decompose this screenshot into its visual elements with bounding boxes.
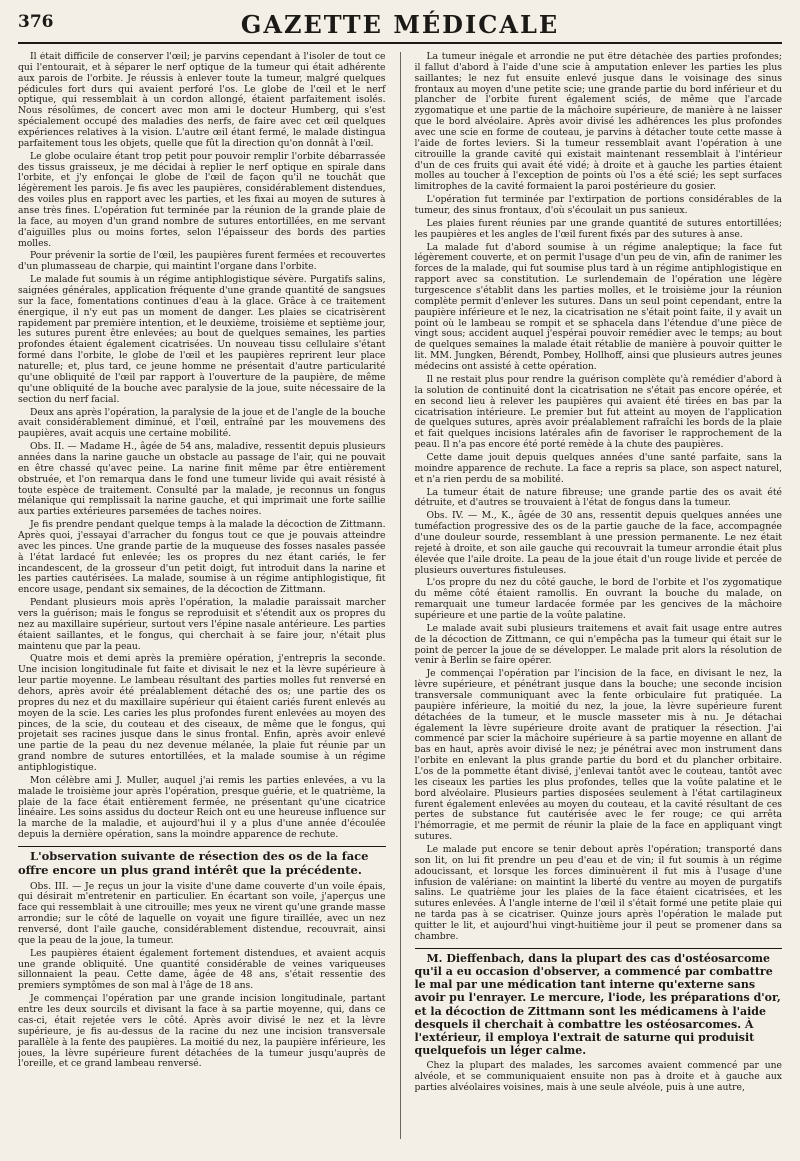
section-heading: L'observation suivante de résection des os de la face offre encore un plus grand intérêt que la précédente. (18, 846, 386, 878)
paragraph: La tumeur était de nature fibreuse; une grande partie des os avait été détruite, et d'autres se trouvaient à l'état de fongus dans la tumeur. (414, 486, 782, 509)
paragraph: Il ne restait plus pour rendre la guérison complète qu'à remédier d'abord à la solution de continuité dont la cicatrisation ne s'était pas encore opérée, et en second lieu à relever les paupières qui avaient été tirées en bas par la cicatrisation intérieure. Le premier but fut atteint au moyen de l'application de quelques sutures, après avoir préalablement rafraîchi les bords de la plaie et fait quelques incisions latérales afin de favoriser le rapprochement de la peau. Il n'a pas encore été porté remède à la chute des paupières. (414, 373, 782, 451)
paragraph: Pour prévenir la sortie de l'œil, les paupières furent fermées et recouvertes d'un plumasseau de charpie, qui maintint l'organe dans l'orbite. (18, 250, 386, 273)
paragraph: Obs. II. — Madame H., âgée de 54 ans, maladive, ressentit depuis plusieurs années dans la narine gauche un obstacle au passage de l'air, qui ne pouvait en être chassé qu'avec peine. La narine finit même par être entièrement obstruée, et l'on remarqua dans le fond une tumeur livide qui avait résisté à toute espèce de traitement. Consulté par la malade, je reconnus un fongus mélanique qui remplissait la narine gauche, et qui imprimait une forte saillie aux parties extérieures parsemées de taches noires. (18, 441, 386, 518)
paragraph: Je commençai l'opération par l'incision de la face, en divisant le nez, la lèvre supérieure, et pénétrant jusque dans la bouche; une seconde incision transversale communiquant avec la fente orbiculaire fut pratiquée. La paupière inférieure, la moitié du nez, la joue, la lèvre supérieure furent détachées de la tumeur, et le muscle masseter mis à nu. Je détachai également la lèvre supérieure droite avant de pratiquer la résection. J'ai commencé par scier la mâchoire supérieure à sa partie moyenne en allant de bas en haut, après avoir divisé le nez; je pénétrai avec mon instrument dans l'orbite en enlevant la plus grande partie du bord et du plancher orbitaire. L'os de la pommette étant divisé, j'enlevai tantôt avec le couteau, tantôt avec les ciseaux les parties les plus profondes, telles que la voûte palatine et le bord alvéolaire. Plusieurs parties disposées seulement à l'état cartilagineux furent également enlevées au moyen du couteau, et la cavité résultant de ces pertes de substance fut cautérisée avec le fer rouge; ce qui arrêta l'hémorragie, et me permit de réunir la plaie de la face en appliquant vingt sutures. (414, 668, 782, 843)
journal-title: GAZETTE MÉDICALE (240, 10, 560, 39)
paragraph: Mon célèbre ami J. Muller, auquel j'ai remis les parties enlevées, a vu la malade le troisième jour après l'opération, presque guérie, et le quatrième, la plaie de la face était entièrement fermée, ne présentant qu'une cicatrice linéaire. Les soins assidus du docteur Reich ont eu une heureuse influence sur la marche de la maladie, et aujourd'hui il y a plus d'une année d'écoulée depuis la dernière opération, sans la moindre apparence de rechute. (18, 774, 386, 841)
paragraph: Je commençai l'opération par une grande incision longitudinale, partant entre les deux sourcils et divisant la face à sa partie moyenne, qui, dans ce cas-ci, était rejetée vers le côté. Après avoir divisé le nez et la lèvre supérieure, je fis au-dessus de la racine du nez une incision transversale parallèle à la fente des paupières. La moitié du nez, la paupière inférieure, les joues, la lèvre supérieure furent détachées de la tumeur jusqu'auprès de l'oreille, et ce grand lambeau renversé. (18, 993, 386, 1070)
paragraph: La malade fut d'abord soumise à un régime analeptique; la face fut légèrement couverte, et on permit l'usage d'un peu de vin, afin de ranimer les forces de la malade, qui fut soumise plus tard à un régime antiphlogistique en rapport avec sa constitution. Le surlendemain de l'opération une légère turgescence s'établit dans les parties molles, et le troisième jour la réunion complète permit d'enlever les sutures. Dans un seul point cependant, entre la paupière inférieure et le nez, la cicatrisation ne s'était point faite, il y avait un point où le lambeau se rompit et se sphacela dans l'étendue d'une pièce de vingt sous; accident auquel j'espérai pouvoir remédier avec le temps; au bout de quelques semaines la malade était rétablie de manière à pouvoir quitter le lit. MM. Jungken, Bérendt, Pombey, Hollhoff, ainsi que plusieurs autres jeunes médecins ont assisté à cette opération. (414, 241, 782, 373)
paragraph: Je fis prendre pendant quelque temps à la malade la décoction de Zittmann. Après quoi, j'essayai d'arracher du fongus tout ce que je pouvais atteindre avec les pinces. Une grande partie de la muqueuse des fosses nasales passée à l'état lardacé fut enlevée; les os propres du nez étant cariés, le fer incandescent, de la grosseur d'un petit doigt, fut introduit dans la narine et les parties cautérisées. La malade, soumise à un régime antiphlogistique, fit encore usage, pendant six semaines, de la décoction de Zittmann. (18, 519, 386, 596)
paragraph: La tumeur inégale et arrondie ne put être détachée des parties profondes; il fallut d'abord à l'aide d'une scie à amputation enlever les parties les plus saillantes; le nez fut ensuite enlevé jusque dans le voisinage des sinus frontaux au moyen d'une petite scie; une grande partie du bord inférieur et du plancher de l'orbite furent également sciés, de même que l'arcade zygomatique et une partie de la mâchoire supérieure, de manière à ne laisser que le bord alvéolaire. Après avoir divisé les adhérences les plus profondes avec une scie en forme de couteau, je parvins à détacher toute cette masse à l'aide de fortes leviers. Si la tumeur ressemblait avant l'opération à une citrouille la grande cavité qui existait maintenant ressemblait à l'intérieur d'un de ces fruits qui avait été vidé; à droite et à gauche les parties étaient molles au toucher à l'exception de points où l'os a été scié; les sept surfaces limitrophes de la cavité formaient la paroi postérieure du gosier. (414, 52, 782, 193)
paragraph: L'opération fut terminée par l'extirpation de portions considérables de la tumeur, des sinus frontaux, d'où s'écoulait un pus sanieux. (414, 194, 782, 217)
left-column (18, 52, 386, 1139)
paragraph: Deux ans après l'opération, la paralysie de la joue et de l'angle de la bouche avait considérablement diminué, et l'œil, entraîné par les mouvemens des paupières, avait acquis une certaine mobilité. (18, 406, 386, 440)
paragraph: Les paupières étaient également fortement distendues, et avaient acquis une grande obliquité. Une quantité considérable de veines variqueuses sillonnaient la peau. Cette dame, âgée de 48 ans, s'était ressentie des premiers symptômes de son mal à l'âge de 18 ans. (18, 947, 386, 992)
paragraph: Chez la plupart des malades, les sarcomes avaient commencé par une alvéole, et se communiquaient ensuite non pas à droite et à gauche aux parties alvéolaires voisines, mais à une seule alvéole, puis à une autre, (414, 1060, 782, 1093)
text-columns (18, 52, 782, 1139)
paragraph: Les plaies furent réunies par une grande quantité de sutures entortillées; les paupières et les angles de l'œil furent fixés par des sutures à anse. (414, 217, 782, 240)
paragraph: Le malade put encore se tenir debout après l'opération; transporté dans son lit, on lui fit prendre un peu d'eau et de vin; il fut soumis à un régime adoucissant, et lorsque les forces diminuèrent il fut mis à l'usage d'une infusion de valériane: on maintint la liberté du ventre au moyen de purgatifs salins. Le quatrième jour les plaies de la face étaient cicatrisées, et les sutures enlevées. À l'angle interne de l'œil il s'était formé une petite plaie qui ne tarda pas à se cicatriser. Quinze jours après l'opération le malade put quitter le lit, et aujourd'hui vingt-huitième jour il peut se promener dans sa chambre. (414, 844, 782, 942)
paragraph: Pendant plusieurs mois après l'opération, la maladie paraissait marcher vers la guérison; mais le fongus se reproduisit et s'étendit aux os propres du nez au maxillaire supérieur, surtout vers l'épine nasale antérieure. Les parties étaient saillantes, et le fongus, qui cherchait à se faire jour, n'était plus maintenu que par la peau. (18, 597, 386, 652)
page-header (18, 10, 782, 44)
page-number: 376 (18, 12, 54, 32)
paragraph: Le malade fut soumis à un régime antiphlogistique sévère. Purgatifs salins, saignées générales, application fréquente d'une grande quantité de sangsues sur la face, fomentations continues d'eau à la glace. Grâce à ce traitement énergique, il n'y eut pas un moment de danger. Les plaies se cicatrisèrent rapidement par première intention, et le deuxième, troisième et septième jour, les sutures purent être enlevées; au bout de quelques semaines, les parties profondes étaient également cicatrisées. Un nouveau tissu cellulaire s'étant formé dans l'orbite, le globe de l'œil et les paupières reprirent leur place naturelle; et, plus tard, ce jeune homme ne présentait d'autre particularité qu'une obliquité de l'œil par rapport à l'ouverture de la paupière, de même qu'une obliquité de la bouche avec paralysie de la joue, suite nécessaire de la section du nerf facial. (18, 274, 386, 405)
paragraph: L'os propre du nez du côté gauche, le bord de l'orbite et l'os zygomatique du même côté étaient ramollis. En ouvrant la bouche du malade, on remarquait une tumeur lardacée formée par les gencives de la mâchoire supérieure et une partie de la voûte palatine. (414, 577, 782, 621)
right-column (415, 52, 783, 1139)
paragraph: Quatre mois et demi après la première opération, j'entrepris la seconde. Une incision longitudinale fut faite et divisait le nez et la lèvre supérieure à leur partie moyenne. Le lambeau résultant des parties molles fut renversé en dehors, après avoir été préalablement détaché des os; une partie des os propres du nez et du maxillaire supérieur qui étaient cariés furent enlevés au moyen de la scie. Les caries les plus profondes furent enlevées au moyen des pinces, de la scie, du couteau et des ciseaux, de même que le fongus, qui projetait ses racines jusque dans le sinus frontal. Enfin, après avoir enlevé une partie de la peau du nez devenue mélanée, la plaie fut réunie par un grand nombre de sutures entortillées, et la malade soumise à un régime antiphlogistique. (18, 653, 386, 773)
paragraph: Cette dame jouit depuis quelques années d'une santé parfaite, sans la moindre apparence de rechute. La face a repris sa place, son aspect naturel, et n'a rien perdu de sa mobilité. (414, 451, 782, 485)
paragraph: Obs. III. — Je reçus un jour la visite d'une dame couverte d'un voile épais, qui désirait m'entretenir en particulier. En écartant son voile, j'aperçus une face qui ressemblait à une citrouille; mes yeux ne virent qu'une grande masse arrondie; sur le côté de laquelle on voyait une figure tiraillée, avec un nez renversé, dont l'aile gauche, considérablement distendue, recouvrait, ainsi que la peau de la joue, la tumeur. (18, 880, 386, 946)
column-divider (400, 52, 401, 1139)
paragraph: Il était difficile de conserver l'œil; je parvins cependant à l'isoler de tout ce qui l'entourait, et à séparer le nerf optique de la tumeur qui était adhérente aux parois de l'orbite. Je réussis à enlever toute la tumeur, malgré quelques pédicules fort durs qui avaient perforé l'os. Le globe de l'œil et le nerf optique, qui ressemblait à un cordon allongé, étaient parfaitement isolés. Nous résolûmes, de concert avec mon ami le docteur Humberg, qui s'est spécialement occupé des maladies des nerfs, de faire avec cet œil quelques expériences relatives à la vision. L'autre œil étant fermé, le malade distingua parfaitement tous les objets, quelle que fût la direction qu'on donnât à l'œil. (18, 52, 386, 149)
paragraph: Obs. IV. — M., K., âgée de 30 ans, ressentit depuis quelques années une tuméfaction progressive des os de la partie gauche de la face, accompagnée d'une douleur sourde, ressemblant à une pression permanente. Le nez était rejeté à droite, et son aile gauche qui recouvrait la tumeur arrondie était plus élevée que l'aile droite. La peau de la joue était d'un rouge livide et percée de plusieurs ouvertures fistuleuses. (414, 510, 782, 576)
paragraph: Le malade avait subi plusieurs traitemens et avait fait usage entre autres de la décoction de Zittmann, ce qui n'empêcha pas la tumeur qui était sur le point de percer la joue de se développer. Le malade prit alors la résolution de venir à Berlin se faire opérer. (414, 622, 782, 667)
paragraph: Le globe oculaire étant trop petit pour pouvoir remplir l'orbite débarrassée des tissus graisseux, je me décidai à replier le nerf optique en spirale dans l'orbite, et j'y enfonçai le globe de l'œil de façon qu'il ne touchât que légèrement les parois. Je fis avec les paupières, considérablement distendues, des voiles plus en rapport avec les parties, et les fixai au moyen de sutures à anse très fines. L'opération fut terminée par la réunion de la grande plaie de la face, au moyen d'un grand nombre de sutures entortillées, en me servant d'aiguilles plus ou moins fortes, selon l'épaisseur des bords des parties molles. (18, 150, 386, 249)
section-heading: M. Dieffenbach, dans la plupart des cas d'ostéosarcome qu'il a eu occasion d'observer, a commencé par combattre le mal par une médication tant interne qu'externe sans avoir pu l'enrayer. Le mercure, l'iode, les préparations d'or, et la décoction de Zittmann sont les médicamens à l'aide desquels il cherchait à combattre les ostéosarcomes. À l'extérieur, il employa l'extrait de saturne qui produisit quelquefois un léger calme. (415, 948, 783, 1058)
